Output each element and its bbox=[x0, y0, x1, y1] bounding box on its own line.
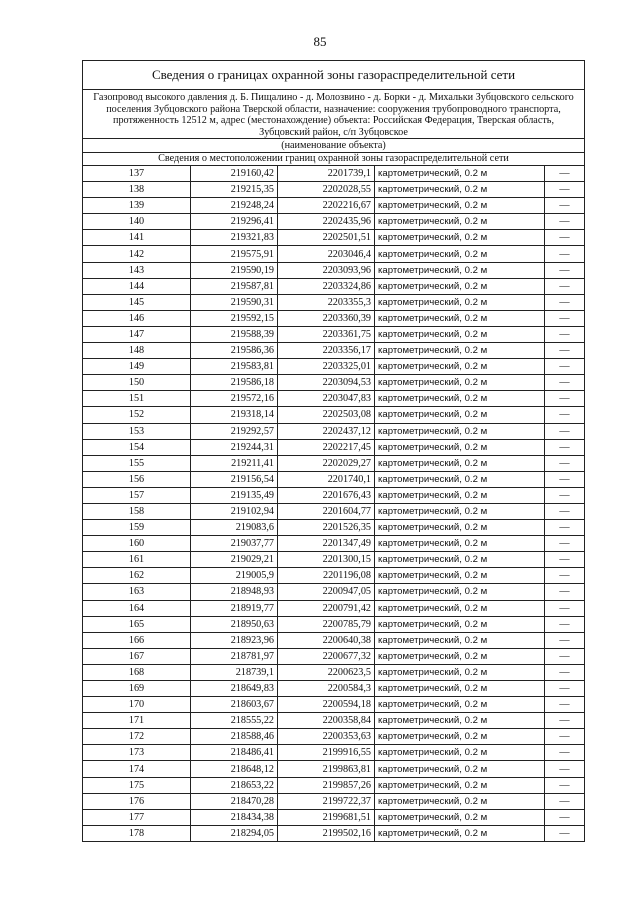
method-cell: картометрический, 0.2 м bbox=[375, 407, 545, 423]
description-cell: — bbox=[545, 713, 585, 729]
x-coordinate-cell: 219321,83 bbox=[191, 230, 278, 246]
x-coordinate-cell: 218649,83 bbox=[191, 681, 278, 697]
method-cell: картометрический, 0.2 м bbox=[375, 471, 545, 487]
table-row bbox=[83, 407, 584, 423]
x-coordinate-cell: 218948,93 bbox=[191, 584, 278, 600]
point-number-cell: 149 bbox=[83, 359, 191, 375]
method-cell: картометрический, 0.2 м bbox=[375, 246, 545, 262]
y-coordinate-cell: 2200594,18 bbox=[278, 697, 375, 713]
description-cell: — bbox=[545, 455, 585, 471]
page-number: 85 bbox=[313, 34, 327, 49]
table-row bbox=[83, 375, 584, 391]
description-cell: — bbox=[545, 294, 585, 310]
table-row bbox=[83, 681, 584, 697]
table-row bbox=[83, 278, 584, 294]
y-coordinate-cell: 2200791,42 bbox=[278, 600, 375, 616]
method-cell: картометрический, 0.2 м bbox=[375, 262, 545, 278]
table-row bbox=[83, 664, 584, 680]
x-coordinate-cell: 218294,05 bbox=[191, 825, 278, 841]
description-cell: — bbox=[545, 343, 585, 359]
method-cell: картометрический, 0.2 м bbox=[375, 214, 545, 230]
x-coordinate-cell: 219590,19 bbox=[191, 262, 278, 278]
x-coordinate-cell: 219248,24 bbox=[191, 198, 278, 214]
document-title: Сведения о границах охранной зоны газораспределительной сети bbox=[83, 61, 584, 90]
x-coordinate-cell: 219292,57 bbox=[191, 423, 278, 439]
method-cell: картометрический, 0.2 м bbox=[375, 166, 545, 182]
description-cell: — bbox=[545, 568, 585, 584]
method-cell: картометрический, 0.2 м bbox=[375, 697, 545, 713]
description-cell: — bbox=[545, 536, 585, 552]
description-cell: — bbox=[545, 407, 585, 423]
point-number-cell: 140 bbox=[83, 214, 191, 230]
description-cell: — bbox=[545, 584, 585, 600]
x-coordinate-cell: 219005,9 bbox=[191, 568, 278, 584]
point-number-cell: 176 bbox=[83, 793, 191, 809]
point-number-cell: 171 bbox=[83, 713, 191, 729]
method-cell: картометрический, 0.2 м bbox=[375, 632, 545, 648]
table-row bbox=[83, 809, 584, 825]
y-coordinate-cell: 2200947,05 bbox=[278, 584, 375, 600]
x-coordinate-cell: 218603,67 bbox=[191, 697, 278, 713]
y-coordinate-cell: 2201740,1 bbox=[278, 471, 375, 487]
y-coordinate-cell: 2203046,4 bbox=[278, 246, 375, 262]
method-cell: картометрический, 0.2 м bbox=[375, 375, 545, 391]
table-row bbox=[83, 761, 584, 777]
description-cell: — bbox=[545, 375, 585, 391]
table-row bbox=[83, 326, 584, 342]
y-coordinate-cell: 2200785,79 bbox=[278, 616, 375, 632]
object-caption: (наименование объекта) bbox=[83, 139, 584, 153]
x-coordinate-cell: 218923,96 bbox=[191, 632, 278, 648]
method-cell: картометрический, 0.2 м bbox=[375, 423, 545, 439]
point-number-cell: 143 bbox=[83, 262, 191, 278]
point-number-cell: 141 bbox=[83, 230, 191, 246]
method-cell: картометрический, 0.2 м bbox=[375, 439, 545, 455]
y-coordinate-cell: 2199863,81 bbox=[278, 761, 375, 777]
table-row bbox=[83, 632, 584, 648]
method-cell: картометрический, 0.2 м bbox=[375, 648, 545, 664]
method-cell: картометрический, 0.2 м bbox=[375, 455, 545, 471]
description-cell: — bbox=[545, 423, 585, 439]
description-cell: — bbox=[545, 246, 585, 262]
table-row bbox=[83, 745, 584, 761]
table-row bbox=[83, 198, 584, 214]
x-coordinate-cell: 218486,41 bbox=[191, 745, 278, 761]
x-coordinate-cell: 218434,38 bbox=[191, 809, 278, 825]
description-cell: — bbox=[545, 729, 585, 745]
description-cell: — bbox=[545, 439, 585, 455]
method-cell: картометрический, 0.2 м bbox=[375, 487, 545, 503]
method-cell: картометрический, 0.2 м bbox=[375, 503, 545, 519]
method-cell: картометрический, 0.2 м bbox=[375, 552, 545, 568]
document-frame bbox=[82, 60, 585, 842]
description-cell: — bbox=[545, 182, 585, 198]
y-coordinate-cell: 2199722,37 bbox=[278, 793, 375, 809]
x-coordinate-cell: 218648,12 bbox=[191, 761, 278, 777]
x-coordinate-cell: 218739,1 bbox=[191, 664, 278, 680]
x-coordinate-cell: 218588,46 bbox=[191, 729, 278, 745]
x-coordinate-cell: 219590,31 bbox=[191, 294, 278, 310]
description-cell: — bbox=[545, 697, 585, 713]
table-row bbox=[83, 423, 584, 439]
x-coordinate-cell: 219296,41 bbox=[191, 214, 278, 230]
y-coordinate-cell: 2201347,49 bbox=[278, 536, 375, 552]
x-coordinate-cell: 219588,39 bbox=[191, 326, 278, 342]
point-number-cell: 151 bbox=[83, 391, 191, 407]
x-coordinate-cell: 219318,14 bbox=[191, 407, 278, 423]
table-row bbox=[83, 503, 584, 519]
point-number-cell: 164 bbox=[83, 600, 191, 616]
x-coordinate-cell: 218470,28 bbox=[191, 793, 278, 809]
table-row bbox=[83, 552, 584, 568]
method-cell: картометрический, 0.2 м bbox=[375, 536, 545, 552]
y-coordinate-cell: 2200353,63 bbox=[278, 729, 375, 745]
y-coordinate-cell: 2200584,3 bbox=[278, 681, 375, 697]
y-coordinate-cell: 2202435,96 bbox=[278, 214, 375, 230]
point-number-cell: 142 bbox=[83, 246, 191, 262]
y-coordinate-cell: 2203356,17 bbox=[278, 343, 375, 359]
y-coordinate-cell: 2202028,55 bbox=[278, 182, 375, 198]
method-cell: картометрический, 0.2 м bbox=[375, 681, 545, 697]
y-coordinate-cell: 2201604,77 bbox=[278, 503, 375, 519]
point-number-cell: 162 bbox=[83, 568, 191, 584]
table-row bbox=[83, 343, 584, 359]
y-coordinate-cell: 2200623,5 bbox=[278, 664, 375, 680]
y-coordinate-cell: 2203047,83 bbox=[278, 391, 375, 407]
x-coordinate-cell: 219211,41 bbox=[191, 455, 278, 471]
point-number-cell: 167 bbox=[83, 648, 191, 664]
method-cell: картометрический, 0.2 м bbox=[375, 584, 545, 600]
point-number-cell: 146 bbox=[83, 310, 191, 326]
x-coordinate-cell: 219083,6 bbox=[191, 520, 278, 536]
table-row bbox=[83, 310, 584, 326]
description-cell: — bbox=[545, 616, 585, 632]
point-number-cell: 155 bbox=[83, 455, 191, 471]
description-cell: — bbox=[545, 198, 585, 214]
table-row bbox=[83, 568, 584, 584]
method-cell: картометрический, 0.2 м bbox=[375, 294, 545, 310]
table-row bbox=[83, 520, 584, 536]
table-row bbox=[83, 600, 584, 616]
point-number-cell: 173 bbox=[83, 745, 191, 761]
x-coordinate-cell: 218781,97 bbox=[191, 648, 278, 664]
table-row bbox=[83, 729, 584, 745]
y-coordinate-cell: 2202501,51 bbox=[278, 230, 375, 246]
table-row bbox=[83, 246, 584, 262]
object-description: Газопровод высокого давления д. Б. Пищалино - д. Молозвино - д. Борки - д. Михальки Зубцовского сельского поселения Зубцовского района Тверской области, назначение: сооружения трубопроводного транспорта, протяженность 12512 м, адрес (местонахождение) объекта: Российская Федерация, Тверская область, Зубцовский район, с/п Зубцовское bbox=[83, 90, 584, 139]
table-row bbox=[83, 262, 584, 278]
table-row bbox=[83, 616, 584, 632]
method-cell: картометрический, 0.2 м bbox=[375, 520, 545, 536]
x-coordinate-cell: 219586,18 bbox=[191, 375, 278, 391]
y-coordinate-cell: 2201526,35 bbox=[278, 520, 375, 536]
point-number-cell: 147 bbox=[83, 326, 191, 342]
y-coordinate-cell: 2203361,75 bbox=[278, 326, 375, 342]
x-coordinate-cell: 219575,91 bbox=[191, 246, 278, 262]
method-cell: картометрический, 0.2 м bbox=[375, 198, 545, 214]
x-coordinate-cell: 219583,81 bbox=[191, 359, 278, 375]
description-cell: — bbox=[545, 214, 585, 230]
method-cell: картометрический, 0.2 м bbox=[375, 182, 545, 198]
point-number-cell: 178 bbox=[83, 825, 191, 841]
table-row bbox=[83, 825, 584, 841]
x-coordinate-cell: 219135,49 bbox=[191, 487, 278, 503]
y-coordinate-cell: 2199916,55 bbox=[278, 745, 375, 761]
method-cell: картометрический, 0.2 м bbox=[375, 809, 545, 825]
y-coordinate-cell: 2199681,51 bbox=[278, 809, 375, 825]
y-coordinate-cell: 2202503,08 bbox=[278, 407, 375, 423]
point-number-cell: 148 bbox=[83, 343, 191, 359]
method-cell: картометрический, 0.2 м bbox=[375, 713, 545, 729]
y-coordinate-cell: 2202216,67 bbox=[278, 198, 375, 214]
table-row bbox=[83, 439, 584, 455]
y-coordinate-cell: 2199857,26 bbox=[278, 777, 375, 793]
point-number-cell: 158 bbox=[83, 503, 191, 519]
coordinates-table bbox=[83, 166, 584, 841]
table-row bbox=[83, 214, 584, 230]
y-coordinate-cell: 2201196,08 bbox=[278, 568, 375, 584]
y-coordinate-cell: 2203094,53 bbox=[278, 375, 375, 391]
y-coordinate-cell: 2203093,96 bbox=[278, 262, 375, 278]
x-coordinate-cell: 219037,77 bbox=[191, 536, 278, 552]
table-row bbox=[83, 697, 584, 713]
description-cell: — bbox=[545, 648, 585, 664]
method-cell: картометрический, 0.2 м bbox=[375, 310, 545, 326]
y-coordinate-cell: 2199502,16 bbox=[278, 825, 375, 841]
x-coordinate-cell: 218555,22 bbox=[191, 713, 278, 729]
point-number-cell: 166 bbox=[83, 632, 191, 648]
point-number-cell: 139 bbox=[83, 198, 191, 214]
y-coordinate-cell: 2201300,15 bbox=[278, 552, 375, 568]
point-number-cell: 165 bbox=[83, 616, 191, 632]
x-coordinate-cell: 218919,77 bbox=[191, 600, 278, 616]
point-number-cell: 150 bbox=[83, 375, 191, 391]
x-coordinate-cell: 218950,63 bbox=[191, 616, 278, 632]
x-coordinate-cell: 219215,35 bbox=[191, 182, 278, 198]
description-cell: — bbox=[545, 664, 585, 680]
table-row bbox=[83, 793, 584, 809]
table-row bbox=[83, 536, 584, 552]
description-cell: — bbox=[545, 552, 585, 568]
point-number-cell: 153 bbox=[83, 423, 191, 439]
description-cell: — bbox=[545, 230, 585, 246]
y-coordinate-cell: 2201676,43 bbox=[278, 487, 375, 503]
description-cell: — bbox=[545, 681, 585, 697]
method-cell: картометрический, 0.2 м bbox=[375, 278, 545, 294]
description-cell: — bbox=[545, 777, 585, 793]
description-cell: — bbox=[545, 359, 585, 375]
point-number-cell: 156 bbox=[83, 471, 191, 487]
description-cell: — bbox=[545, 471, 585, 487]
y-coordinate-cell: 2203325,01 bbox=[278, 359, 375, 375]
method-cell: картометрический, 0.2 м bbox=[375, 230, 545, 246]
table-row bbox=[83, 713, 584, 729]
table-row bbox=[83, 391, 584, 407]
point-number-cell: 177 bbox=[83, 809, 191, 825]
description-cell: — bbox=[545, 391, 585, 407]
method-cell: картометрический, 0.2 м bbox=[375, 825, 545, 841]
x-coordinate-cell: 219244,31 bbox=[191, 439, 278, 455]
point-number-cell: 172 bbox=[83, 729, 191, 745]
y-coordinate-cell: 2201739,1 bbox=[278, 166, 375, 182]
x-coordinate-cell: 219592,15 bbox=[191, 310, 278, 326]
method-cell: картометрический, 0.2 м bbox=[375, 600, 545, 616]
point-number-cell: 174 bbox=[83, 761, 191, 777]
method-cell: картометрический, 0.2 м bbox=[375, 391, 545, 407]
point-number-cell: 154 bbox=[83, 439, 191, 455]
description-cell: — bbox=[545, 793, 585, 809]
description-cell: — bbox=[545, 278, 585, 294]
table-row bbox=[83, 230, 584, 246]
point-number-cell: 169 bbox=[83, 681, 191, 697]
description-cell: — bbox=[545, 166, 585, 182]
point-number-cell: 159 bbox=[83, 520, 191, 536]
description-cell: — bbox=[545, 761, 585, 777]
y-coordinate-cell: 2202437,12 bbox=[278, 423, 375, 439]
description-cell: — bbox=[545, 262, 585, 278]
description-cell: — bbox=[545, 487, 585, 503]
description-cell: — bbox=[545, 600, 585, 616]
y-coordinate-cell: 2200640,38 bbox=[278, 632, 375, 648]
point-number-cell: 168 bbox=[83, 664, 191, 680]
method-cell: картометрический, 0.2 м bbox=[375, 761, 545, 777]
table-row bbox=[83, 359, 584, 375]
description-cell: — bbox=[545, 503, 585, 519]
y-coordinate-cell: 2203355,3 bbox=[278, 294, 375, 310]
point-number-cell: 163 bbox=[83, 584, 191, 600]
table-row bbox=[83, 294, 584, 310]
point-number-cell: 152 bbox=[83, 407, 191, 423]
table-row bbox=[83, 648, 584, 664]
point-number-cell: 170 bbox=[83, 697, 191, 713]
y-coordinate-cell: 2203324,86 bbox=[278, 278, 375, 294]
point-number-cell: 175 bbox=[83, 777, 191, 793]
x-coordinate-cell: 219586,36 bbox=[191, 343, 278, 359]
point-number-cell: 138 bbox=[83, 182, 191, 198]
point-number-cell: 157 bbox=[83, 487, 191, 503]
description-cell: — bbox=[545, 825, 585, 841]
x-coordinate-cell: 219587,81 bbox=[191, 278, 278, 294]
method-cell: картометрический, 0.2 м bbox=[375, 343, 545, 359]
description-cell: — bbox=[545, 745, 585, 761]
y-coordinate-cell: 2200677,32 bbox=[278, 648, 375, 664]
table-row bbox=[83, 182, 584, 198]
method-cell: картометрический, 0.2 м bbox=[375, 664, 545, 680]
method-cell: картометрический, 0.2 м bbox=[375, 616, 545, 632]
section-caption: Сведения о местоположении границ охранной зоны газораспределительной сети bbox=[83, 153, 584, 166]
method-cell: картометрический, 0.2 м bbox=[375, 729, 545, 745]
table-row bbox=[83, 584, 584, 600]
table-row bbox=[83, 166, 584, 182]
table-row bbox=[83, 455, 584, 471]
point-number-cell: 161 bbox=[83, 552, 191, 568]
x-coordinate-cell: 219572,16 bbox=[191, 391, 278, 407]
method-cell: картометрический, 0.2 м bbox=[375, 359, 545, 375]
point-number-cell: 145 bbox=[83, 294, 191, 310]
method-cell: картометрический, 0.2 м bbox=[375, 745, 545, 761]
x-coordinate-cell: 219160,42 bbox=[191, 166, 278, 182]
y-coordinate-cell: 2202217,45 bbox=[278, 439, 375, 455]
table-row bbox=[83, 471, 584, 487]
x-coordinate-cell: 219156,54 bbox=[191, 471, 278, 487]
x-coordinate-cell: 219029,21 bbox=[191, 552, 278, 568]
description-cell: — bbox=[545, 632, 585, 648]
method-cell: картометрический, 0.2 м bbox=[375, 777, 545, 793]
y-coordinate-cell: 2200358,84 bbox=[278, 713, 375, 729]
point-number-cell: 144 bbox=[83, 278, 191, 294]
method-cell: картометрический, 0.2 м bbox=[375, 793, 545, 809]
description-cell: — bbox=[545, 326, 585, 342]
y-coordinate-cell: 2202029,27 bbox=[278, 455, 375, 471]
x-coordinate-cell: 219102,94 bbox=[191, 503, 278, 519]
method-cell: картометрический, 0.2 м bbox=[375, 326, 545, 342]
method-cell: картометрический, 0.2 м bbox=[375, 568, 545, 584]
table-row bbox=[83, 487, 584, 503]
y-coordinate-cell: 2203360,39 bbox=[278, 310, 375, 326]
point-number-cell: 137 bbox=[83, 166, 191, 182]
description-cell: — bbox=[545, 520, 585, 536]
table-row bbox=[83, 777, 584, 793]
point-number-cell: 160 bbox=[83, 536, 191, 552]
x-coordinate-cell: 218653,22 bbox=[191, 777, 278, 793]
description-cell: — bbox=[545, 310, 585, 326]
description-cell: — bbox=[545, 809, 585, 825]
